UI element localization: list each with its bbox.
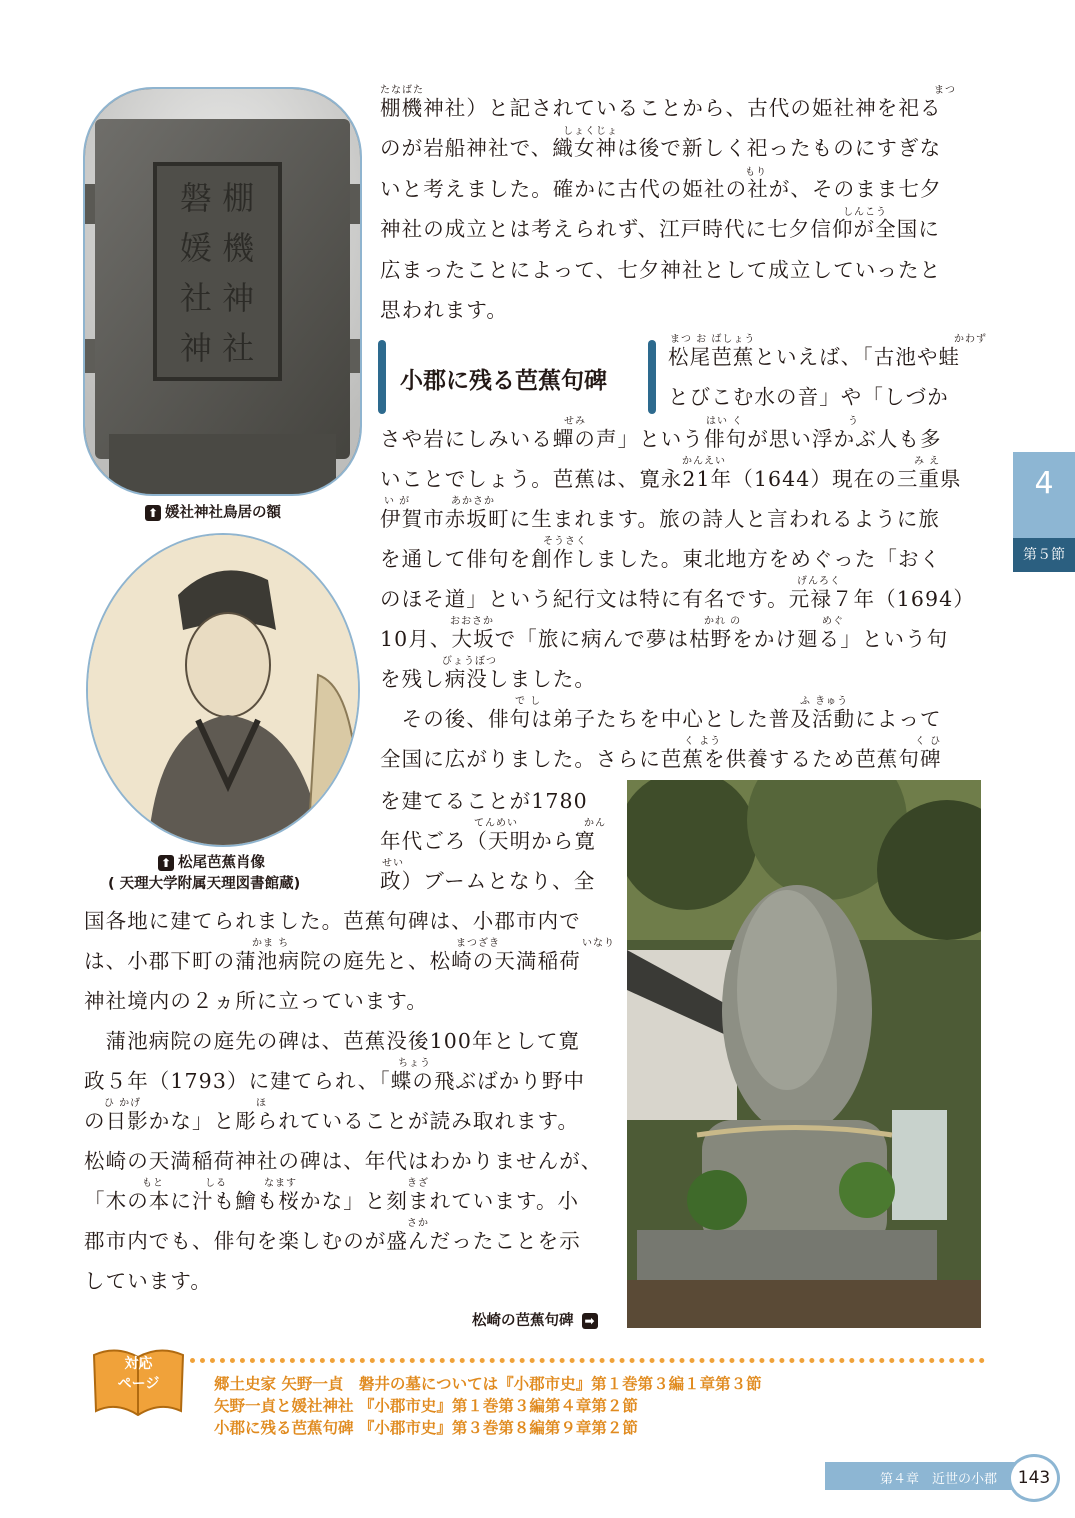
ruby: おおさか: [450, 616, 494, 627]
ruby: せみ: [564, 416, 586, 427]
text-line: 神社の成立とは考えられず、江戸時代に七夕信仰が全国に: [380, 217, 940, 241]
heading-bar-right: [648, 340, 656, 414]
text-line: 「木の本に汁も鱠も桜かな」と刻まれています。小: [84, 1189, 580, 1213]
ruby: そうさく: [543, 536, 587, 547]
section-title: 小郡に残る芭蕉句碑: [400, 368, 607, 394]
svg-text:社 神: 社 神: [179, 279, 255, 317]
reference-line: 矢野一貞と媛社神社 『小郡市史』第１巻第３編第４章第２節: [214, 1397, 638, 1415]
svg-text:磐 棚: 磐 棚: [179, 179, 255, 217]
text-line: 思われます。: [380, 298, 508, 322]
ruby: いなり: [582, 938, 615, 949]
ruby: さか: [407, 1218, 429, 1229]
ruby: く ひ: [915, 736, 942, 747]
body-top: [380, 0, 990, 340]
ruby: たなばた: [380, 85, 424, 96]
text-line: しています。: [84, 1269, 212, 1293]
ruby: まつ: [934, 85, 956, 96]
badge-line2: ページ: [117, 1376, 160, 1392]
ruby: で し: [515, 696, 542, 707]
ruby: きざ: [407, 1178, 429, 1189]
ruby: く よう: [684, 736, 722, 747]
text-line: とびこむ水の音」や「しづか: [668, 385, 949, 409]
text-line: 広まったことによって、七夕神社として成立していったと: [380, 258, 942, 282]
basho-caption-credit: ( 天理大学附属天理図書館蔵): [108, 876, 301, 892]
stone-monument-image: [627, 780, 981, 1328]
text-line: 松崎の天満稲荷神社の碑は、年代はわかりませんが、: [84, 1149, 603, 1173]
ruby: あかさか: [451, 496, 495, 507]
ruby: もと: [142, 1178, 164, 1189]
footer-chapter: 第４章 近世の小郡: [880, 1472, 998, 1487]
right-arrow-icon: ➡: [582, 1313, 598, 1329]
text-line: 年代ごろ（天明から寛: [380, 829, 596, 853]
ruby: ちょう: [398, 1058, 431, 1069]
svg-text:媛 機: 媛 機: [179, 229, 255, 267]
reference-line: 郷土史家 矢野一貞 磐井の墓については『小郡市史』第１巻第３編１章第３節: [214, 1375, 762, 1393]
ruby: はい く: [706, 416, 744, 427]
ruby: てんめい: [474, 818, 518, 829]
ruby: かれ の: [704, 616, 742, 627]
text-line: の日影かな」と彫られていることが読み取れます。: [84, 1109, 580, 1133]
ruby: まつ お ばしょう: [670, 334, 756, 345]
text-line: 政）ブームとなり、全: [380, 869, 596, 893]
torii-plaque-photo: [83, 87, 362, 496]
ruby: かま ち: [252, 938, 290, 949]
basho-portrait: [86, 533, 360, 847]
ruby: もり: [745, 167, 767, 178]
chapter-tab: [1013, 452, 1075, 572]
ruby: めぐ: [822, 616, 844, 627]
badge-line1: 対応: [124, 1356, 153, 1372]
ruby: ほ: [256, 1098, 267, 1109]
text-line: いことでしょう。芭蕉は、寛永21年（1644）現在の三重県: [380, 467, 962, 491]
text-line: 政５年（1793）に建てられ、「蝶の飛ぶばかり野中: [84, 1069, 586, 1093]
text-line: のが岩船神社で、織女神は後で新しく祀ったものにすぎな: [380, 136, 942, 160]
reference-line: 小郡に残る芭蕉句碑 『小郡市史』第３巻第８編第９章第２節: [214, 1419, 638, 1437]
torii-plaque-image: [85, 89, 360, 494]
up-arrow-icon: ⬆: [158, 855, 174, 871]
ruby: げんろく: [797, 576, 841, 587]
ruby: かんえい: [682, 456, 726, 467]
text-line: 全国に広がりました。さらに芭蕉を供養するため芭蕉句碑: [380, 747, 942, 771]
section-heading: [378, 340, 656, 414]
basho-caption: ⬆ 松尾芭蕉肖像: [158, 851, 265, 872]
ruby: う: [848, 416, 859, 427]
text-line: 伊賀市赤坂町に生まれます。旅の詩人と言われるように旅: [380, 507, 940, 531]
text-line: 国各地に建てられました。芭蕉句碑は、小郡市内で: [84, 909, 581, 933]
text-line: 神社境内の２ヵ所に立っています。: [84, 989, 428, 1013]
ruby: せい: [382, 858, 404, 869]
up-arrow-icon: ⬆: [145, 505, 161, 521]
ruby: ひ かげ: [104, 1098, 142, 1109]
basho-portrait-image: [88, 535, 358, 845]
ruby: かわず: [954, 334, 987, 345]
text-line: その後、俳句は弟子たちを中心とした普及活動によって: [380, 707, 942, 731]
reference-badge: [86, 1345, 191, 1425]
ruby: しる: [205, 1178, 227, 1189]
text-line: いと考えました。確かに古代の姫社の社が、そのまま七夕: [380, 177, 942, 201]
text-line: さや岩にしみいる蟬の声」という俳句が思い浮かぶ人も多: [380, 427, 942, 451]
text-line: 郡市内でも、俳句を楽しむのが盛んだったことを示: [84, 1229, 581, 1253]
ruby: ふ きゅう: [800, 696, 849, 707]
section-label: 第５節: [1013, 538, 1075, 572]
ruby: しんこう: [843, 207, 887, 218]
text-line: を通して俳句を創作しました。東北地方をめぐった「おく: [380, 547, 942, 571]
reference-dotted-rule: [190, 1358, 985, 1363]
chapter-number: 4: [1013, 452, 1075, 538]
ruby: い が: [384, 496, 411, 507]
text-line: 棚機神社）と記されていることから、古代の姫社神を祀る: [380, 96, 942, 120]
ruby: びょうぼつ: [442, 656, 497, 667]
heading-bar-left: [378, 340, 386, 414]
text-line: は、小郡下町の蒲池病院の庭先と、松崎の天満稲荷: [84, 949, 581, 973]
ruby: まつざき: [456, 938, 500, 949]
torii-caption: ⬆ 媛社神社鳥居の額: [145, 501, 281, 522]
svg-text:神 社: 神 社: [179, 329, 255, 367]
text-line: を残し病没しました。: [380, 667, 596, 691]
page-number: 143: [1008, 1454, 1060, 1502]
text-line: 松尾芭蕉といえば、「古池や蛙: [668, 345, 961, 369]
text-line: 10月、大坂で「旅に病んで夢は枯野をかけ廻る」という句: [380, 627, 949, 651]
text-line: を建てることが1780: [380, 789, 588, 813]
ruby: しょくじょ: [563, 126, 618, 137]
text-line: のほそ道」という紀行文は特に有名です。元禄７年（1694）: [380, 587, 975, 611]
ruby: み え: [914, 456, 941, 467]
stone-monument-photo: [627, 780, 981, 1328]
text-line: 蒲池病院の庭先の碑は、芭蕉没後100年として寛: [84, 1029, 581, 1053]
stone-caption: 松崎の芭蕉句碑 ➡: [472, 1309, 598, 1330]
ruby: かん: [584, 818, 606, 829]
ruby: なます: [264, 1178, 297, 1189]
